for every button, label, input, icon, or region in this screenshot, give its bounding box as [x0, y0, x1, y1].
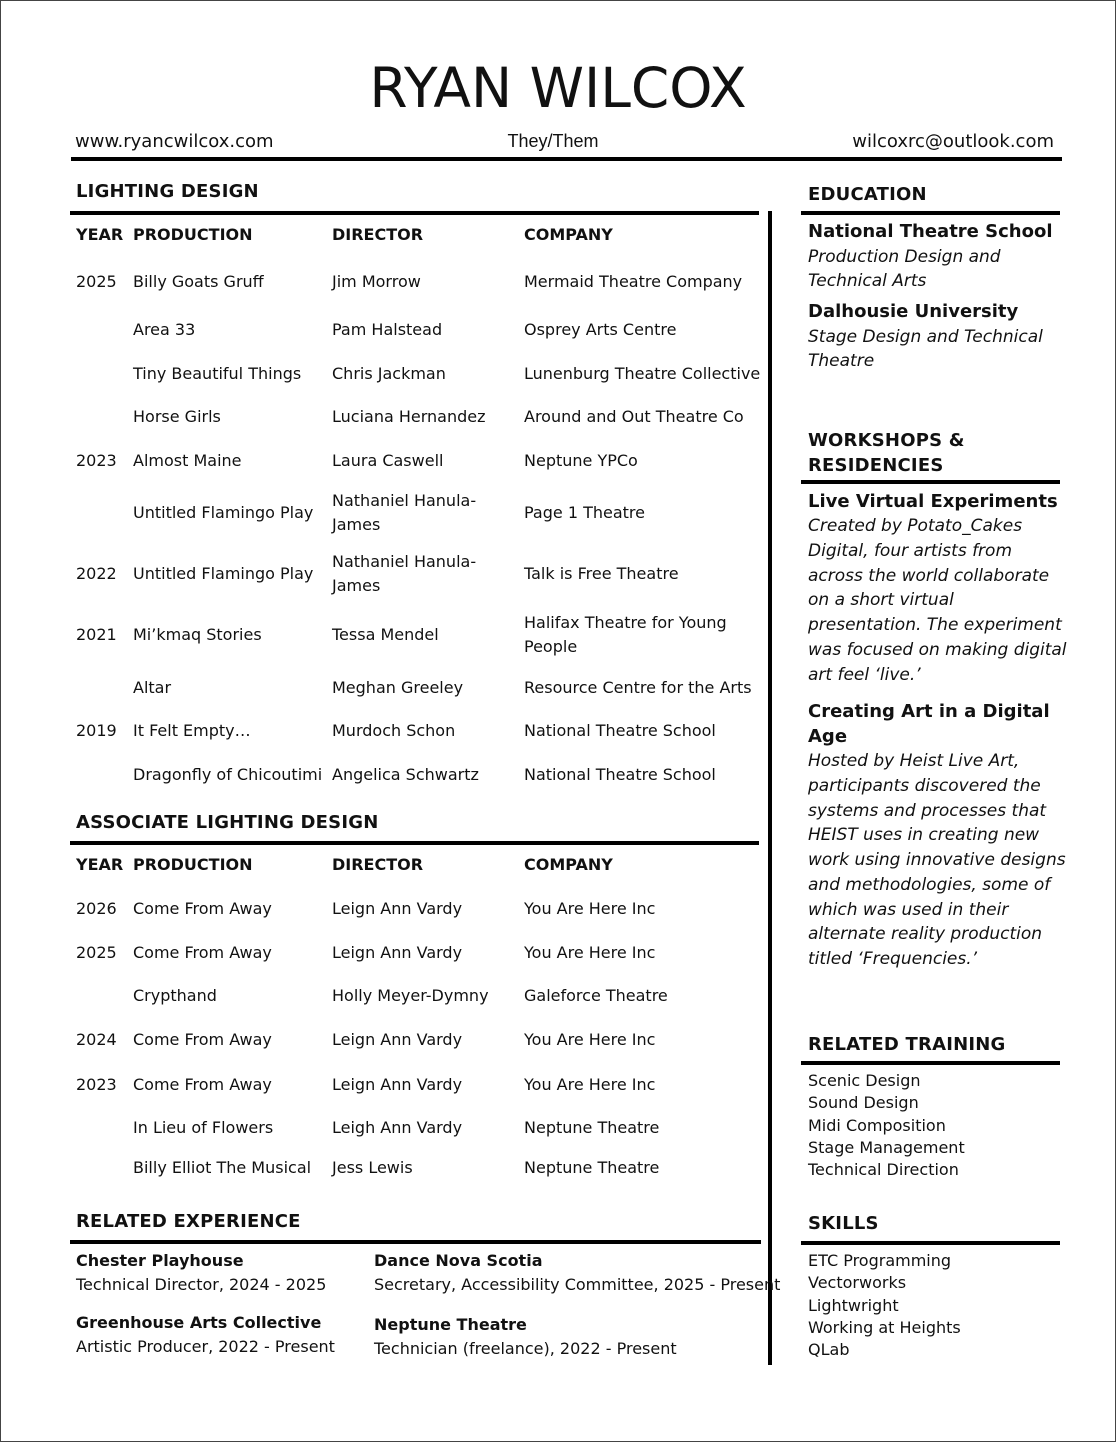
lighting-design-title: LIGHTING DESIGN	[76, 181, 259, 202]
table-cell-company: Mermaid Theatre Company	[524, 272, 743, 291]
workshop-description: work using innovative designs	[808, 850, 1066, 870]
related-training-list	[808, 1070, 965, 1181]
table-cell-year: 2024	[76, 1030, 117, 1049]
education-school: Dalhousie University	[808, 301, 1019, 322]
workshop-description: alternate reality production	[808, 924, 1043, 945]
related-experience-rule	[70, 1240, 761, 1244]
experience-org: Chester Playhouse	[76, 1251, 244, 1270]
table-cell-production: Dragonfly of Chicoutimi	[133, 765, 323, 784]
workshop-description: Created by Potato_Cakes	[808, 516, 1023, 536]
skills-rule	[801, 1241, 1060, 1245]
workshop-title: Age	[808, 726, 848, 747]
table-cell-company: Osprey Arts Centre	[524, 320, 677, 339]
education-program: Stage Design and Technical	[808, 327, 1043, 347]
skill-item: Lightwright	[808, 1295, 899, 1315]
table-cell-director: Leign Ann Vardy	[332, 899, 463, 918]
workshop-description: and methodologies, some of	[808, 874, 1051, 895]
workshop-description: on a short virtual	[808, 590, 954, 611]
workshop-description: systems and processes that	[808, 800, 1047, 821]
table-cell-company: Galeforce Theatre	[524, 986, 668, 1005]
table-cell-production: Come From Away	[133, 1075, 272, 1094]
related-experience-title: RELATED EXPERIENCE	[76, 1211, 301, 1232]
education-school: National Theatre School	[808, 221, 1053, 242]
table-cell-production: Altar	[133, 678, 172, 697]
table-cell-production: Mi’kmaq Stories	[133, 625, 262, 644]
table-cell-production: Almost Maine	[133, 451, 242, 470]
column-header-company: COMPANY	[524, 225, 613, 244]
workshop-description: presentation. The experiment	[808, 615, 1062, 635]
experience-org: Dance Nova Scotia	[374, 1251, 543, 1270]
table-cell-year: 2026	[76, 899, 117, 918]
skill-item: QLab	[808, 1340, 850, 1360]
column-divider	[768, 211, 772, 1365]
table-cell-production: Tiny Beautiful Things	[133, 364, 302, 383]
table-cell-year: 2025	[76, 272, 117, 291]
resume-name: RYAN WILCOX	[369, 56, 747, 120]
workshops-title	[808, 428, 965, 478]
table-cell-director: Leign Ann Vardy	[332, 1075, 463, 1094]
table-cell-company: You Are Here Inc	[524, 1030, 656, 1049]
lighting-design-rule	[70, 211, 759, 215]
table-cell-production: Horse Girls	[133, 407, 221, 426]
table-cell-director: Luciana Hernandez	[332, 407, 486, 426]
table-cell-production: Crypthand	[133, 986, 217, 1005]
table-cell-production: Area 33	[133, 320, 196, 339]
workshop-description: across the world collaborate	[808, 565, 1050, 586]
workshops-title-line: WORKSHOPS &	[808, 430, 965, 451]
workshop-description: art feel ‘live.’	[808, 664, 921, 685]
table-cell-year: 2022	[76, 564, 117, 583]
table-cell-production: Come From Away	[133, 943, 272, 962]
column-header-company: COMPANY	[524, 855, 613, 874]
table-cell-company: Lunenburg Theatre Collective	[524, 364, 761, 383]
table-cell-director: Leign Ann Vardy	[332, 1030, 463, 1049]
table-cell-director: Meghan Greeley	[332, 678, 464, 697]
table-cell-director: Tessa Mendel	[332, 625, 439, 644]
related-training-rule	[801, 1061, 1060, 1065]
table-cell-director: Angelica Schwartz	[332, 765, 479, 784]
table-cell-company: Resource Centre for the Arts	[524, 678, 752, 697]
table-cell-year: 2025	[76, 943, 117, 962]
column-header-year: YEAR	[76, 225, 124, 244]
workshop-description: Digital, four artists from	[808, 540, 1013, 561]
training-item: Sound Design	[808, 1093, 919, 1113]
column-header-production: PRODUCTION	[133, 225, 253, 244]
website-link[interactable]: www.ryancwilcox.com	[75, 131, 274, 152]
experience-role: Technical Director, 2024 - 2025	[76, 1275, 327, 1294]
table-cell-director: Jim Morrow	[332, 272, 421, 291]
table-cell-director: Jess Lewis	[332, 1158, 413, 1177]
table-cell-director: Nathaniel Hanula-James	[332, 552, 477, 595]
workshops-title-line: RESIDENCIES	[808, 455, 944, 476]
pronouns: They/Them	[507, 131, 599, 151]
experience-role: Technician (freelance), 2022 - Present	[374, 1339, 677, 1358]
skill-item: ETC Programming	[808, 1251, 952, 1270]
education-title: EDUCATION	[808, 184, 927, 205]
table-cell-production: It Felt Empty…	[133, 721, 251, 740]
column-header-year: YEAR	[76, 855, 124, 874]
table-cell-production: Come From Away	[133, 899, 272, 918]
education-program: Production Design and	[808, 247, 1001, 267]
training-item: Scenic Design	[808, 1071, 921, 1090]
table-cell-director: Laura Caswell	[332, 451, 444, 470]
experience-role: Artistic Producer, 2022 - Present	[76, 1337, 335, 1356]
table-cell-production: Untitled Flamingo Play	[133, 503, 314, 522]
education-program: Technical Arts	[808, 271, 927, 291]
table-cell-year: 2019	[76, 721, 117, 740]
associate-lighting-title: ASSOCIATE LIGHTING DESIGN	[76, 812, 379, 833]
column-header-production: PRODUCTION	[133, 855, 253, 874]
header-divider	[71, 157, 1062, 161]
related-training-title: RELATED TRAINING	[808, 1034, 1006, 1055]
experience-org: Greenhouse Arts Collective	[76, 1313, 322, 1332]
workshop-title: Creating Art in a Digital	[808, 701, 1050, 722]
table-cell-production: In Lieu of Flowers	[133, 1118, 274, 1137]
table-cell-company: You Are Here Inc	[524, 943, 656, 962]
workshop-description: which was used in their	[808, 899, 1009, 920]
table-cell-director: Nathaniel Hanula-James	[332, 491, 477, 534]
table-cell-company: Talk is Free Theatre	[524, 564, 679, 583]
skill-item: Working at Heights	[808, 1317, 961, 1337]
experience-role: Secretary, Accessibility Committee, 2025 - Present	[374, 1275, 781, 1294]
table-cell-company: Halifax Theatre for Young People	[524, 613, 727, 656]
table-cell-company: Neptune Theatre	[524, 1118, 660, 1137]
table-cell-production: Billy Elliot The Musical	[133, 1158, 312, 1177]
experience-org: Neptune Theatre	[374, 1315, 527, 1334]
workshop-description: Hosted by Heist Live Art,	[808, 751, 1020, 771]
training-item: Stage Management	[808, 1137, 965, 1157]
table-cell-year: 2023	[76, 451, 117, 470]
workshop-description: participants discovered the	[808, 775, 1041, 796]
table-cell-director: Holly Meyer-Dymny	[332, 986, 489, 1005]
table-cell-company: National Theatre School	[524, 765, 716, 784]
table-cell-production: Come From Away	[133, 1030, 272, 1049]
table-cell-production: Billy Goats Gruff	[133, 272, 264, 291]
education-rule	[801, 211, 1060, 215]
table-cell-director: Chris Jackman	[332, 364, 446, 383]
table-cell-company: Around and Out Theatre Co	[524, 407, 744, 426]
workshop-description: was focused on making digital	[808, 639, 1067, 660]
skills-list	[808, 1250, 961, 1361]
table-cell-director: Pam Halstead	[332, 320, 443, 339]
table-cell-company: Neptune YPCo	[524, 451, 638, 470]
table-cell-company: Page 1 Theatre	[524, 503, 645, 522]
table-cell-company: You Are Here Inc	[524, 899, 656, 918]
table-cell-company: National Theatre School	[524, 721, 716, 740]
table-cell-company: Neptune Theatre	[524, 1158, 660, 1177]
workshop-description: HEIST uses in creating new	[808, 825, 1040, 846]
email-link[interactable]: wilcoxrc@outlook.com	[852, 131, 1054, 152]
column-header-director: DIRECTOR	[332, 225, 424, 244]
workshops-rule	[801, 480, 1060, 484]
workshop-title: Live Virtual Experiments	[808, 491, 1058, 512]
training-item: Technical Direction	[808, 1160, 959, 1180]
column-header-director: DIRECTOR	[332, 855, 424, 874]
table-cell-year: 2023	[76, 1075, 117, 1094]
workshop-description: titled ‘Frequencies.’	[808, 949, 978, 969]
associate-lighting-rule	[70, 841, 759, 845]
table-cell-year: 2021	[76, 625, 117, 644]
table-cell-director: Murdoch Schon	[332, 721, 456, 740]
skills-title: SKILLS	[808, 1213, 879, 1234]
training-item: Midi Composition	[808, 1115, 946, 1135]
table-cell-production: Untitled Flamingo Play	[133, 564, 314, 583]
skill-item: Vectorworks	[808, 1273, 907, 1293]
table-cell-company: You Are Here Inc	[524, 1075, 656, 1094]
table-cell-director: Leigh Ann Vardy	[332, 1118, 463, 1137]
table-cell-director: Leign Ann Vardy	[332, 943, 463, 962]
education-program: Theatre	[808, 351, 875, 371]
